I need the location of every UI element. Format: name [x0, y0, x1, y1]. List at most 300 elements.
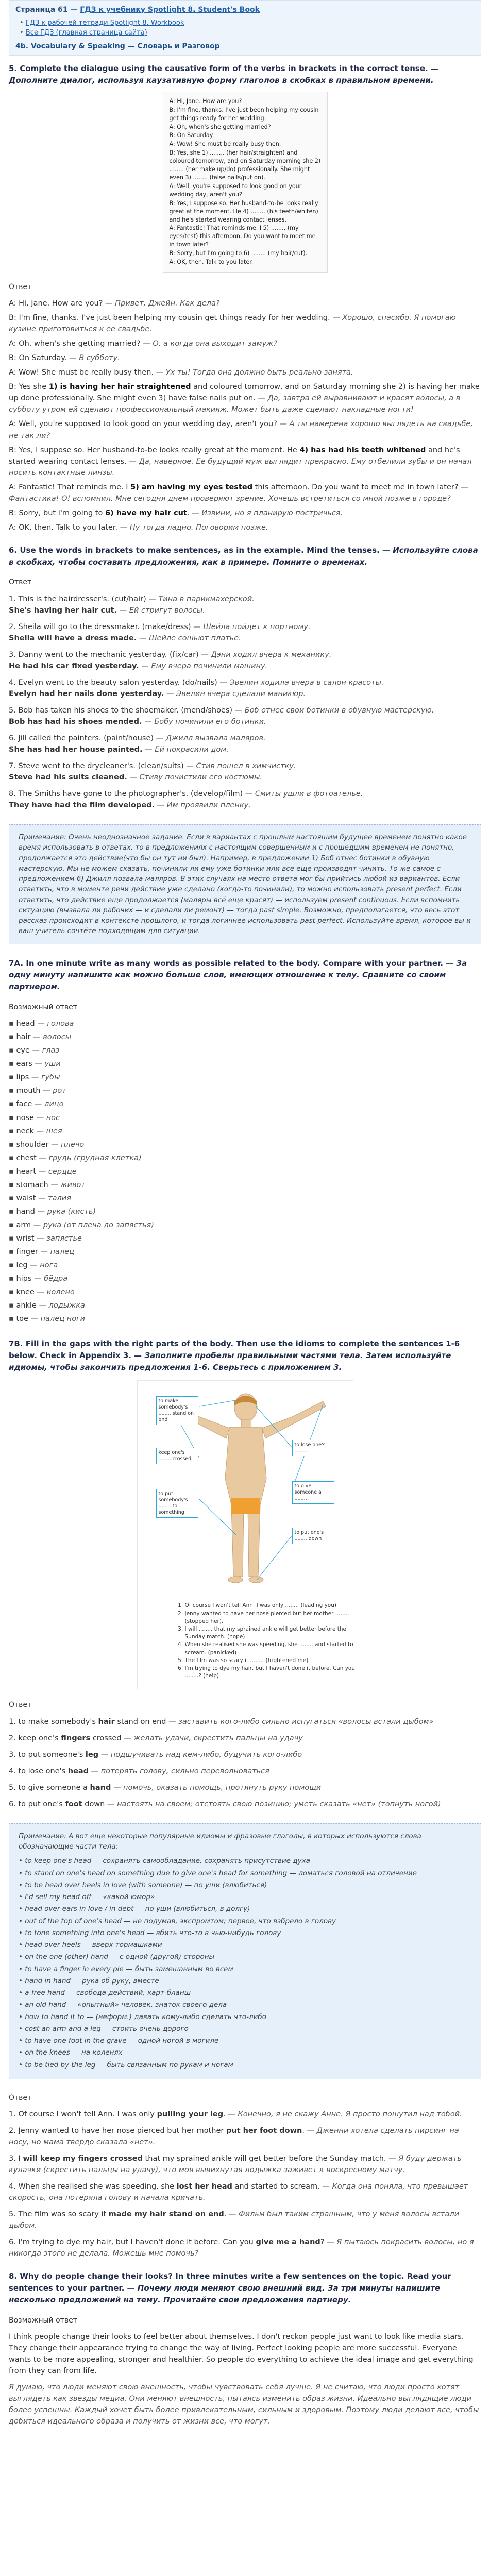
- question-text: Danny went to the mechanic yesterday. (fix/car): [18, 650, 199, 659]
- vocab-translation: — лицо: [32, 1100, 64, 1109]
- vocab-word: toe: [16, 1314, 28, 1323]
- answer-text: .: [302, 2127, 305, 2136]
- item-number: 6.: [9, 1800, 19, 1808]
- vocab-item: [9, 1126, 481, 1137]
- item-number: 2.: [9, 2127, 19, 2136]
- answer-text: to make somebody's: [18, 1717, 98, 1726]
- link-all[interactable]: • Все ГДЗ (главная страница сайта): [20, 28, 475, 38]
- answer-translation: — Извини, но я планирую постричься.: [189, 509, 343, 517]
- task5-answer-list: [9, 298, 481, 533]
- answer-translation: — Эвелин вчера сделали маникюр.: [164, 689, 306, 698]
- vocab-translation: — шея: [33, 1127, 62, 1136]
- answer-highlight: 6) have my hair cut: [105, 509, 187, 517]
- task7a-title: 7A. In one minute write as many words as possible related to the body. Compare with your partner. — За одну минуту напишите как можно больше слов, имеющих отношение к телу. Сравните со своим партнером.: [9, 958, 467, 992]
- task6-answer: [9, 605, 481, 616]
- vocab-translation: — рука (кисть): [35, 1207, 96, 1216]
- answer-text: A: Wow! She must be really busy then.: [9, 368, 154, 377]
- task6-question: [9, 788, 481, 800]
- figure-right-foot: [249, 1577, 263, 1583]
- question-text: Sheila will go to the dressmaker. (make/dress): [18, 622, 191, 631]
- vocab-translation: — палец: [38, 1247, 75, 1256]
- fill-sentence: 1. Of course I won't tell Ann. I was only ........ (leading you): [185, 1602, 360, 1609]
- vocab-translation: — нога: [27, 1261, 58, 1269]
- vocab-item: [9, 1031, 481, 1043]
- vocab-item: [9, 1045, 481, 1056]
- vocab-item: [9, 1206, 481, 1217]
- vocab-translation: — волосы: [30, 1033, 72, 1042]
- answer-text: to put one's: [18, 1800, 65, 1808]
- answer-text: A: OK, then. Talk to you later.: [9, 523, 118, 532]
- answer-highlight: head: [67, 1767, 89, 1775]
- task6-answer: [9, 688, 481, 700]
- task6-question: [9, 705, 481, 716]
- item-number: 6.: [9, 2238, 19, 2247]
- answer-text: A: Hi, Jane. How are you?: [9, 299, 103, 308]
- vocab-item: [9, 1179, 481, 1191]
- answer-text: stand on end: [114, 1717, 166, 1726]
- answer-text: that my sprained ankle will get better before the Sunday match.: [142, 2155, 386, 2163]
- idiom-note-item: • on the knees — на коленях: [19, 2047, 471, 2058]
- item-number: 2.: [9, 622, 19, 631]
- idiom-answer: [9, 1782, 481, 1793]
- answer-sentence: They have had the film developed.: [9, 801, 155, 810]
- body-idioms-image: [137, 1380, 356, 1689]
- task7c-answer-label: Ответ: [9, 2093, 32, 2102]
- answer-text: The film was so scary it: [18, 2210, 109, 2219]
- question-translation: — Стив пошел в химчистку.: [183, 762, 296, 770]
- vocab-translation: — рука (от плеча до запястья): [31, 1221, 154, 1229]
- answer-translation: — желать удачи, скрестить пальцы на удачу: [121, 1734, 303, 1742]
- question-text: This is the hairdresser's. (cut/hair): [18, 595, 146, 603]
- links-list: [15, 19, 475, 38]
- item-number: 7.: [9, 762, 19, 770]
- task6-answer: [9, 772, 481, 783]
- task5-answer-label: Ответ: [9, 282, 32, 291]
- task8-paragraph-ru: Я думаю, что люди меняют свою внешность, чтобы чувствовать себя лучше. Я не считаю, что люди просто хотят выглядеть как звезды медиа. Они меняют внешность, пытаясь изменить образ жизни. Идеально выглядящие люди более успешны. Каждый хочет быть более привлекательным, сильным и здоровым. Поэтому люди делают все, чтобы добиться идеального образа и получить от жизни все, что могут.: [9, 2383, 479, 2426]
- figure-right-arm: [262, 1401, 326, 1438]
- figure-left-leg: [231, 1504, 244, 1577]
- idiom-sentence-answer: [9, 2209, 481, 2231]
- idiom-note-item: • I'd sell my head off — «какой юмор»: [19, 1892, 471, 1902]
- vocab-item: [9, 1072, 481, 1083]
- answer-text: I'm trying to dye my hair, but I haven't done it before. Can you: [18, 2238, 256, 2247]
- answer-sentence: She has had her house painted.: [9, 745, 143, 754]
- vocab-translation: — глаз: [29, 1046, 60, 1055]
- answer-text: B: Sorry, but I'm going to: [9, 509, 105, 517]
- answer-highlight: leg: [85, 1750, 99, 1759]
- answer-text: Jenny wanted to have her nose pierced but her mother: [18, 2127, 226, 2136]
- idiom-note-item: • to have a finger in every pie — быть замешанным во всем: [19, 1964, 471, 1974]
- vocab-translation: — талия: [36, 1194, 71, 1202]
- task6-answer: [9, 744, 481, 755]
- task7b-answer-list: [9, 1716, 481, 1810]
- vocab-word: hair: [16, 1033, 31, 1042]
- vocab-word: chest: [16, 1154, 37, 1162]
- answer-line: [9, 522, 481, 533]
- vocab-translation: — нос: [33, 1113, 60, 1122]
- answer-text: I: [18, 2155, 23, 2163]
- fill-sentence: 5. The film was so scary it ........ (frightened me): [185, 1657, 360, 1665]
- task6-item: [9, 705, 481, 727]
- answer-translation: — подшучивать над кем-либо, будучить кого-либо: [98, 1750, 302, 1759]
- question-translation: — Джилл вызвала маляров.: [154, 734, 266, 742]
- answer-translation: — Да, наверное. Ее будущий муж выглядит прекрасно. Ему отбелили зубы и он начал носить контактные линзы.: [9, 457, 472, 477]
- question-text: Steve went to the drycleaner's. (clean/suits): [18, 762, 184, 770]
- vocab-word: shoulder: [16, 1140, 49, 1149]
- fill-sentence: 3. I will ........ that my sprained ankle will get better before the Sunday match. (hope): [185, 1625, 360, 1641]
- body-vocab-list: [9, 1018, 481, 1325]
- item-number: 5.: [9, 2210, 19, 2219]
- idiom-box-foot: to put one's ........ down: [292, 1528, 334, 1544]
- task8-title: 8. Why do people change their looks? In three minutes write a few sentences on the topic. Read your sentences to your partner. — Почему люди меняют свою внешний вид. За три минуты напишите несколько предложений на тему. Прочитайте свои предложения партнеру.: [9, 2272, 451, 2305]
- vocab-translation: — сердце: [36, 1167, 77, 1176]
- idiom-note-item: • to keep one's head — сохранять самообладание, сохранять присутствие духа: [19, 1856, 471, 1866]
- vocab-item: [9, 1153, 481, 1164]
- figure-neck: [241, 1420, 250, 1427]
- vocab-translation: — палец ноги: [28, 1314, 86, 1323]
- answer-line: [9, 338, 481, 349]
- answer-text: to put someone's: [18, 1750, 86, 1759]
- item-number: 4.: [9, 1767, 19, 1775]
- idiom-note-item: • to have one foot in the grave — одной ногой в могиле: [19, 2036, 471, 2046]
- pointer-foot: [257, 1535, 292, 1580]
- answer-line: [9, 507, 481, 519]
- dialogue-line: A: Fantastic! That reminds me. I 5) ........ (my eyes/test) this afternoon. Do you want to meet me in town later?: [169, 225, 316, 248]
- figure-left-foot: [228, 1577, 243, 1583]
- answer-highlight: foot: [65, 1800, 82, 1808]
- idiom-answer: [9, 1766, 481, 1777]
- navigation-box: Страница 61 — ГДЗ к учебнику Spotlight 8. Student's Book • ГДЗ к рабочей тетради Spotlight 8. Workbook • Все ГДЗ (главная страница сайта) 4b. Vocabulary & Speaking — Словарь и Разговор: [9, 0, 481, 56]
- dialogue-line: B: Sorry, but I'm going to 6) ........ (my hair/cut).: [169, 250, 308, 257]
- answer-text: down: [82, 1800, 105, 1808]
- idiom-answer: [9, 1799, 481, 1810]
- vocab-item: [9, 1219, 481, 1231]
- answer-translation: — А ты намерена хорошо выглядеть на свадьбе, не так ли?: [9, 420, 473, 440]
- answer-sentence: Sheila will have a dress made.: [9, 634, 137, 642]
- answer-sentence: He had his car fixed yesterday.: [9, 662, 139, 670]
- answer-highlight: give me a hand: [256, 2238, 320, 2247]
- answer-text: B: Yes, I suppose so. Her husband-to-be looks really great at the moment. He: [9, 446, 300, 454]
- idiom-note-item: • cost an arm and a leg — стоить очень дорого: [19, 2024, 471, 2034]
- vocab-item: [9, 1058, 481, 1070]
- answer-translation: — Ух ты! Тогда она должно быть реально занята.: [154, 368, 353, 377]
- idiom-answer: [9, 1716, 481, 1727]
- answer-text: A: Well, you're supposed to look good on your wedding day, aren't you?: [9, 420, 277, 429]
- answer-translation: — Им проявили пленку.: [155, 801, 251, 810]
- answer-translation: — Ему вчера починили машину.: [139, 662, 268, 670]
- task6-question: [9, 621, 481, 633]
- item-number: 4.: [9, 2182, 19, 2191]
- question-translation: — Дэни ходил вчера к механику.: [198, 650, 332, 659]
- answer-text: .: [187, 509, 190, 517]
- answer-highlight: 4) has had his teeth whitened: [299, 446, 426, 454]
- answer-text: this afternoon. Do you want to meet me in town later?: [252, 483, 459, 492]
- note-tenses: Примечание: Очень неоднозначное задание. Если в вариантах с прошлым настоящим будущее временем понятно какое время использовать в ответах, то в предложениях с настоящим совершенным и с прошедшим временем не понятно, продолжается это действие(что бы он тут ни был). Например, в предложении 1) Боб отнес ботинки в обувную мастерскую. Мы не можем сказать, починили ли ему уже ботинки или все еще производят чинить. То же самое с предложением 6) Джилл позвала маляров. В этих случаях на место ответа мог бы прийтись любой из вариантов. Если ответить, что в моменте речи действие уже сделано (когда-то починили), то можно использовать present perfect. Если ответить, что действие еще продолжается (маляры всё еще красят) — используем present continuous. Если вспомнить ситуацию (вызвала ли рабочих — и сделали ли ремонт) — тогда past simple. Возможно, предполагается, что весь этот рассказ происходит в контексте прошлого, и тогда логичнее использовать past perfect. Используйте время, которое вы и ваш учитель сочтёте подходящим для ситуации.: [9, 824, 481, 944]
- answer-text: A: Oh, when's she getting married?: [9, 340, 141, 348]
- answer-highlight: hair: [98, 1717, 115, 1726]
- vocab-word: face: [16, 1100, 32, 1109]
- vocab-translation: — губы: [29, 1073, 60, 1082]
- answer-translation: — потерять голову, сильно переволноваться: [89, 1767, 269, 1775]
- idiom-sentence-answer: [9, 2181, 481, 2204]
- task6-item: [9, 594, 481, 616]
- idiom-box-leg: to put somebody's ........ to something: [156, 1489, 198, 1518]
- task6-item: [9, 788, 481, 811]
- answer-translation: — заставить кого-либо сильно испугаться «волосы встали дыбом»: [166, 1717, 434, 1726]
- idiom-sentence-answer: [9, 2109, 481, 2120]
- idiom-fill-sentences: [185, 1602, 360, 1680]
- answer-text: keep one's: [18, 1734, 61, 1742]
- answer-translation: — Бобу починили его ботинки.: [142, 717, 266, 726]
- vocab-word: hips: [16, 1274, 32, 1283]
- answer-text: to lose one's: [18, 1767, 68, 1775]
- idiom-note-item: • to stand on one's head on something due to give one's head for something — ломаться головой на отличение: [19, 1868, 471, 1878]
- idiom-box-head: to lose one's ........: [292, 1440, 334, 1456]
- question-text: Evelyn went to the beauty salon yesterday. (do/nails): [18, 678, 217, 687]
- item-number: 6.: [9, 734, 19, 742]
- answer-sentence: Evelyn had her nails done yesterday.: [9, 689, 164, 698]
- idiom-note-item: • head over heels — вверх тормашками: [19, 1940, 471, 1950]
- idiom-note-item: • hand in hand — рука об руку, вместе: [19, 1976, 471, 1986]
- answer-text: crossed: [90, 1734, 122, 1742]
- vocab-item: [9, 1313, 481, 1325]
- vocab-word: arm: [16, 1221, 31, 1229]
- vocab-item: [9, 1139, 481, 1150]
- item-number: 8.: [9, 790, 19, 799]
- answer-text: to give someone a: [18, 1783, 90, 1792]
- task6-answer: [9, 633, 481, 644]
- answer-text: .: [224, 2210, 227, 2219]
- pointer-hair: [199, 1400, 235, 1406]
- task5-dialogue-image: [163, 92, 328, 273]
- idiom-note-item: • on the one (other) hand — с одной (другой) стороны: [19, 1952, 471, 1962]
- answer-translation: — Да, завтра ей выравнивают и красят волосы, а в субботу утром ей сделают профессиональный макияж. Может быть даже сделают накладные ногти!: [9, 394, 461, 414]
- vocab-word: mouth: [16, 1087, 41, 1095]
- answer-translation: — Конечно, я не скажу Анне. Я просто пошутил над тобой.: [225, 2110, 462, 2119]
- task6-answer: [9, 660, 481, 672]
- dialogue-line: B: Yes, she 1) ........ (her hair/straighten) and coloured tomorrow, and on Saturday morning she 2) ........ (her make up/do) professionally. She might even 3) ........ (false nails/put on).: [169, 149, 321, 181]
- answer-text: and started to scream.: [232, 2182, 320, 2191]
- answer-translation: — Хорошо, спасибо. Я помогаю кузине приготовиться к ее свадьбе.: [9, 314, 456, 334]
- figure-right-leg: [248, 1504, 260, 1577]
- note-idioms: Примечание: А вот еще некоторые популярные идиомы и фразовые глаголы, в которых используются слова обозначающие части тела: • to keep one's head — сохранять самообладание, сохранять присутствие духа • to stand on one's head on something due to give one's head for something — ломаться головой на отличение • to be head over heels in love (with someone) — по уши (влюбиться) • I'd sell my head off — «какой юмор» • head over ears in love / in debt — по уши (влюбиться, в долгу) • out of the top of one's head — не подумав, экспромтом; первое, что взбрело в голову • to tone something into one's head — вбить что-то в чью-нибудь голову • head over heels — вверх тормашками • on the one (other) hand — с одной (другой) стороны • to have a finger in every pie — быть замешанным во всем • hand in hand — рука об руку, вместе • a free hand — свобода действий, карт-бланш • an old hand — «опытный» человек, знаток своего дела • how to hand it to — (неформ.) давать кому-либо сделать что-либо • cost an arm and a leg — стоить очень дорого • to have one foot in the grave — одной ногой в могиле • on the knees — на коленях • to be tied by the leg — быть связанным по рукам и ногам: [9, 1823, 481, 2079]
- answer-translation: — Когда она поняла, что превышает скорость, она потеряла голову и начала кричать.: [9, 2182, 468, 2202]
- gdz-link[interactable]: ГДЗ к учебнику Spotlight 8. Student's Book: [80, 6, 260, 14]
- answer-line: [9, 445, 481, 479]
- idiom-note-item: • how to hand it to — (неформ.) давать кому-либо сделать что-либо: [19, 2012, 471, 2022]
- dialogue-line: B: Yes, I suppose so. Her husband-to-be looks really great at the moment. He 4) ........ (his teeth/whiten) and he's started wearing contact lenses.: [169, 199, 318, 223]
- answer-line: [9, 312, 481, 335]
- fill-sentence: 6. I'm trying to dye my hair, but I haven't done it before. Can you ........? (help): [185, 1665, 360, 1680]
- vocab-item: [9, 1246, 481, 1258]
- vocab-translation: — рот: [40, 1087, 66, 1095]
- vocab-item: [9, 1193, 481, 1204]
- answer-text: and he's started wearing contact lenses.: [9, 446, 460, 466]
- question-text: Jill called the painters. (paint/house): [18, 734, 154, 742]
- vocab-translation: — бёдра: [31, 1274, 68, 1283]
- vocab-word: stomach: [16, 1180, 48, 1189]
- idiom-note-item: • out of the top of one's head — не подумав, экспромтом; первое, что взбрело в голову: [19, 1916, 471, 1926]
- answer-highlight: 5) am having my eyes tested: [130, 483, 253, 492]
- vocab-item: [9, 1260, 481, 1271]
- vocab-item: [9, 1286, 481, 1298]
- answer-highlight: made my hair stand on end: [108, 2210, 224, 2219]
- idiom-sentence-answer: [9, 2153, 481, 2176]
- task6-question: [9, 649, 481, 660]
- dialogue-line: A: OK, then. Talk to you later.: [169, 259, 254, 266]
- answer-highlight: 1) is having her hair straightened: [48, 383, 191, 392]
- vocab-word: lips: [16, 1073, 29, 1082]
- answer-line: [9, 482, 481, 504]
- answer-highlight: fingers: [61, 1734, 91, 1742]
- question-translation: — Шейла пойдет к портному.: [191, 622, 311, 631]
- question-translation: — Боб отнес свои ботинки в обувную мастерскую.: [232, 706, 434, 715]
- question-text: The Smiths have gone to the photographer's. (develop/film): [18, 790, 243, 799]
- vocab-word: nose: [16, 1113, 34, 1122]
- answer-translation: — Я пытаюсь покрасить волосы, но я никогда этого не делала. Можешь мне помочь?: [9, 2238, 474, 2258]
- vocab-word: wrist: [16, 1234, 35, 1243]
- task6-question: [9, 594, 481, 605]
- vocab-word: eye: [16, 1046, 30, 1055]
- question-translation: — Тина в парикмахерской.: [146, 595, 255, 603]
- dialogue-line: A: Wow! She must be really busy then.: [169, 141, 281, 148]
- answer-translation: — Шейле сошьют платье.: [137, 634, 241, 642]
- vocab-item: [9, 1098, 481, 1110]
- answer-translation: — О, а когда она выходит замуж?: [140, 340, 277, 348]
- idiom-note-item: • to tone something into one's head — вбить что-то в чью-нибудь голову: [19, 1928, 471, 1938]
- idiom-box-hand: to give someone a ........: [292, 1481, 334, 1504]
- item-number: 5.: [9, 706, 19, 715]
- idiom-note-item: • an old hand — «опытный» человек, знаток своего дела: [19, 1999, 471, 2010]
- task6-item: [9, 760, 481, 783]
- idiom-box-fingers: keep one's ........ crossed: [156, 1448, 198, 1464]
- idiom-note-item: • to be head over heels in love (with someone) — по уши (влюбиться): [19, 1880, 471, 1890]
- answer-text: ?: [320, 2238, 325, 2247]
- task6-question: [9, 733, 481, 744]
- idiom-answer: [9, 1733, 481, 1744]
- vocab-word: waist: [16, 1194, 36, 1202]
- answer-highlight: put her foot down: [226, 2127, 302, 2136]
- answer-translation: — настоять на своем; отстоять свою позицию; уметь сказать «нет» (топнуть ногой): [105, 1800, 441, 1808]
- item-number: 3.: [9, 650, 19, 659]
- answer-translation: — Фантастика! О! вспомнил. Мне сегодня днем проверяют зрение. Хочешь встретиться со мной позже в городе?: [9, 483, 468, 503]
- vocab-translation: — живот: [48, 1180, 86, 1189]
- vocab-translation: — голова: [35, 1020, 74, 1028]
- task6-answer: [9, 716, 481, 727]
- vocab-translation: — уши: [32, 1060, 61, 1069]
- vocab-word: hand: [16, 1207, 35, 1216]
- task6-answer-list: [9, 594, 481, 811]
- answer-translation: — Я буду держать кулачки (скрестить пальцы на удачу), что моя вывихнутая лодыжка заживет к воскресному матчу.: [9, 2155, 462, 2175]
- vocab-translation: — плечо: [48, 1140, 85, 1149]
- task8-paragraph-en: I think people change their looks to feel better about themselves. I don't reckon people just want to look like media stars. They change their appearance trying to change the way of living. Perfect looking people are more successful. Everyone wants to be more appealing, stronger and healthier. So people do everything to achieve the ideal image and get everything from they can from life.: [9, 2333, 474, 2376]
- item-number: 2.: [9, 1734, 19, 1742]
- answer-text: When she realised she was speeding, she: [18, 2182, 177, 2191]
- vocab-word: head: [16, 1020, 35, 1028]
- task7b-title: 7B. Fill in the gaps with the right parts of the body. Then use the idioms to complete the sentences 1-6 below. Check in Appendix 3. — Заполните пробелы правильными частями тела. Затем используйте идиомы, чтобы закончить предложения 1-6. Сверьтесь с приложением 3.: [9, 1339, 460, 1372]
- item-number: 5.: [9, 1783, 19, 1792]
- dialogue-line: A: Well, you're supposed to look good on your wedding day, aren't you?: [169, 182, 302, 198]
- answer-line: [9, 298, 481, 309]
- answer-sentence: Bob has had his shoes mended.: [9, 717, 142, 726]
- task6-answer-label: Ответ: [9, 578, 32, 587]
- item-number: 4.: [9, 678, 19, 687]
- dialogue-line: B: On Saturday.: [169, 132, 214, 139]
- answer-text: Of course I won't tell Ann. I was only: [18, 2110, 157, 2119]
- answer-translation: — Дженни хотела сделать пирсинг на носу, но мама твердо сказала «нет».: [9, 2127, 459, 2147]
- item-number: 3.: [9, 2155, 19, 2163]
- task6-item: [9, 677, 481, 700]
- vocab-translation: — запястье: [34, 1234, 82, 1243]
- idiom-note-item: • head over ears in love / in debt — по уши (влюбиться, в долгу): [19, 1904, 471, 1914]
- item-number: 3.: [9, 1750, 19, 1759]
- link-workbook[interactable]: • ГДЗ к рабочей тетради Spotlight 8. Workbook: [20, 19, 475, 28]
- idiom-sentence-answer: [9, 2236, 481, 2259]
- fill-sentence: 2. Jenny wanted to have her nose pierced but her mother ........ (stopped her).: [185, 1610, 360, 1625]
- idiom-box-hair: to make somebody's ........ stand on end: [156, 1396, 198, 1425]
- answer-sentence: Steve had his suits cleaned.: [9, 773, 127, 782]
- item-number: 1.: [9, 1717, 19, 1726]
- figure-torso: [225, 1427, 266, 1504]
- dialogue-line: A: Oh, when's she getting married?: [169, 123, 271, 130]
- vocab-item: [9, 1273, 481, 1284]
- task6-title: 6. Use the words in brackets to make sentences, as in the example. Mind the tenses. — Используйте слова в скобках, чтобы составить предложения, как в примере. Помните о временах.: [9, 545, 478, 567]
- task7c-answer-list: [9, 2109, 481, 2259]
- task6-question: [9, 760, 481, 772]
- answer-line: [9, 418, 481, 441]
- question-translation: — Эвелин ходила вчера в салон красоты.: [217, 678, 384, 687]
- vocab-word: neck: [16, 1127, 34, 1136]
- vocab-item: [9, 1085, 481, 1096]
- pointer-leg: [199, 1499, 236, 1535]
- vocab-item: [9, 1018, 481, 1029]
- answer-translation: — Ей покрасили дом.: [142, 745, 229, 754]
- vocab-item: [9, 1300, 481, 1311]
- answer-translation: — Ну тогда ладно. Поговорим позже.: [117, 523, 268, 532]
- task6-item: [9, 621, 481, 644]
- answer-translation: — Стиву почистили его костюмы.: [127, 773, 263, 782]
- dialogue-line: A: Hi, Jane. How are you?: [169, 97, 242, 105]
- figure-shorts: [231, 1498, 260, 1514]
- answer-highlight: pulling your leg: [157, 2110, 224, 2119]
- answer-text: A: Fantastic! That reminds me. I: [9, 483, 131, 492]
- answer-highlight: lost her head: [176, 2182, 232, 2191]
- idiom-note-item: • a free hand — свобода действий, карт-бланш: [19, 1988, 471, 1998]
- answer-line: [9, 367, 481, 378]
- answer-text: B: On Saturday.: [9, 354, 67, 363]
- answer-translation: — Фильм был таким страшным, что у меня волосы встали дыбом.: [9, 2210, 460, 2230]
- answer-highlight: hand: [90, 1783, 111, 1792]
- vocab-translation: — грудь (грудная клетка): [36, 1154, 142, 1162]
- answer-line: [9, 352, 481, 364]
- answer-text: .: [223, 2110, 226, 2119]
- task7a-answer-label: Возможный ответ: [9, 1003, 77, 1012]
- answer-sentence: She's having her hair cut.: [9, 606, 117, 615]
- vocab-translation: — лодыжка: [36, 1301, 85, 1310]
- item-number: 1.: [9, 2110, 19, 2119]
- section-title: 4b. Vocabulary & Speaking — Словарь и Разговор: [15, 42, 220, 50]
- vocab-word: ankle: [16, 1301, 37, 1310]
- vocab-item: [9, 1112, 481, 1124]
- answer-text: B: I'm fine, thanks. I've just been helping my cousin get things ready for her wedding.: [9, 314, 330, 323]
- answer-translation: — В субботу.: [66, 354, 120, 363]
- item-number: 1.: [9, 595, 19, 603]
- vocab-word: knee: [16, 1287, 35, 1296]
- task6-answer: [9, 800, 481, 811]
- page-title: Страница 61: [15, 6, 68, 14]
- vocab-word: leg: [16, 1261, 28, 1269]
- question-translation: — Смиты ушли в фотоателье.: [243, 790, 363, 799]
